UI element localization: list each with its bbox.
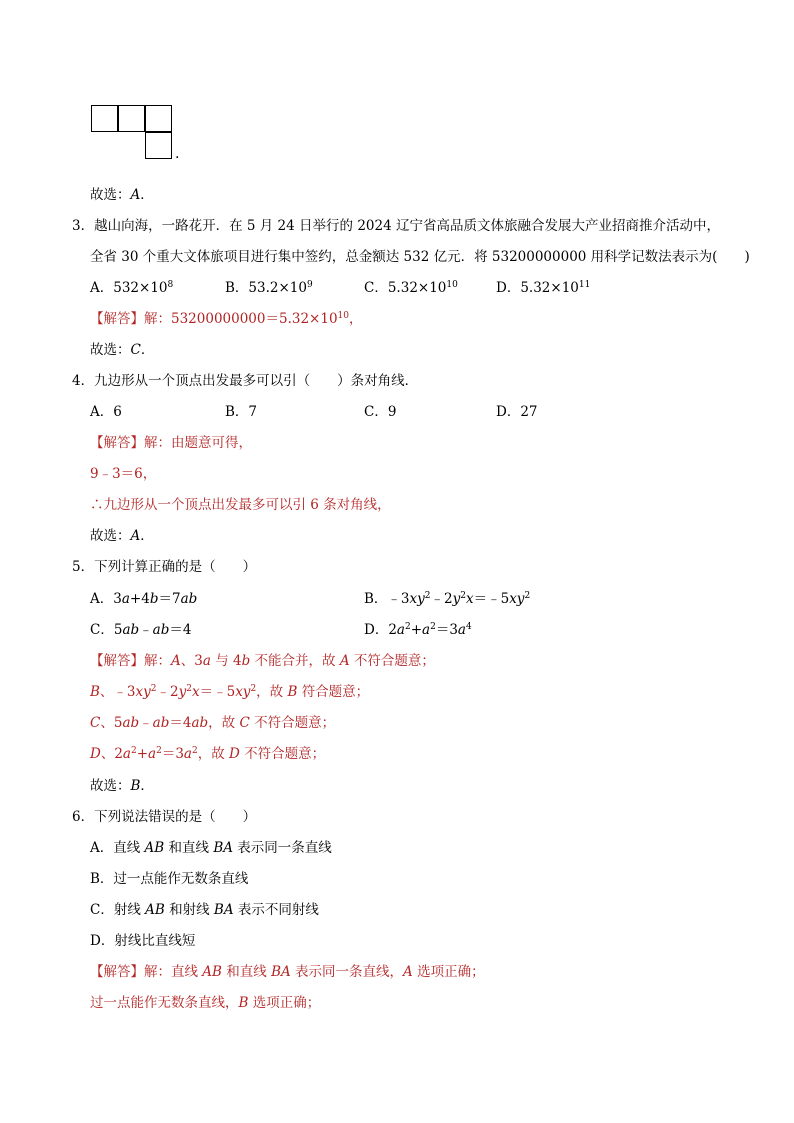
q6-option-a: A．直线 AB 和直线 BA 表示同一条直线	[90, 840, 332, 856]
q5-solution-d: D、$2a^2+a^2=3a^2$，故 D 不符合题意；	[90, 746, 326, 762]
q5-solution-b: B、$﹣3xy^2﹣2y^2x=﹣5xy^2$，故 B 符合题意；	[90, 684, 370, 700]
q5-number: 5．	[72, 559, 95, 575]
q5-stem: 5．下列计算正确的是（ ）	[72, 559, 257, 575]
q6-option-b: B．过一点能作无数条直线	[90, 871, 249, 887]
q4-number: 4．	[72, 373, 95, 389]
q4-solution: 【解答】解：由题意可得，	[90, 435, 252, 451]
q3-option-b: B．$53.2\times 10^9$	[225, 280, 313, 296]
q3-solution: 【解答】解：$53200000000=5.32\times 10^{10}$，	[90, 311, 363, 327]
q6-stem: 6．下列说法错误的是（ ）	[72, 809, 257, 825]
q3-number: 3．	[72, 218, 95, 234]
q5-option-d: D．$2a^2+a^2=3a^4$	[364, 622, 472, 638]
q3-answer: 故选：C．	[90, 342, 155, 358]
q3-option-c: C．$5.32\times 10^{10}$	[364, 280, 458, 296]
q4-option-c: C．9	[364, 404, 397, 420]
q4-option-a: A．6	[90, 404, 122, 420]
q2-answer: 故选：A．	[90, 187, 154, 203]
q5-option-a: A．3a+4b＝7ab	[90, 591, 198, 607]
q4-answer: 故选：A．	[90, 528, 154, 544]
q6-option-d: D．射线比直线短	[90, 933, 196, 949]
figure-period: .	[175, 146, 180, 162]
q5-option-b: B．$﹣3xy^2﹣2y^2x=﹣5xy^2$	[364, 591, 531, 607]
q5-option-c: C．5ab﹣ab＝4	[90, 622, 192, 638]
grid-square	[91, 105, 118, 132]
q4-step1: 9﹣3＝6，	[90, 466, 157, 482]
q3-stem-line2: 全省 30 个重大文体旅项目进行集中签约，总金额达 532 亿元．将 53200000000 用科学记数法表示为( )	[90, 249, 750, 265]
grid-square	[118, 105, 145, 132]
q5-solution-c: C、5ab﹣ab＝4ab，故 C 不符合题意；	[90, 715, 336, 731]
q6-solution-2: 过一点能作无数条直线，B 选项正确；	[90, 995, 321, 1011]
q4-option-b: B．7	[225, 404, 258, 420]
q6-number: 6．	[72, 809, 95, 825]
q6-option-c: C．射线 AB 和射线 BA 表示不同射线	[90, 902, 319, 918]
grid-square	[145, 105, 172, 132]
q5-solution-a: 【解答】解：A、3a 与 4b 不能合并，故 A 不符合题意；	[90, 653, 435, 669]
q3-option-a: A．$532\times 10^8$	[90, 280, 174, 296]
grid-square	[145, 132, 172, 159]
q4-step2: ∴九边形从一个顶点出发最多可以引 6 条对角线，	[90, 497, 391, 513]
q6-solution-1: 【解答】解：直线 AB 和直线 BA 表示同一条直线，A 选项正确；	[90, 964, 485, 980]
q3-stem-line1: 3．越山向海，一路花开．在 5 月 24 日举行的 2024 辽宁省高品质文体旅融合发展大产业招商推介活动中，	[72, 218, 720, 234]
q4-option-d: D．27	[496, 404, 538, 420]
q3-option-d: D．$5.32\times 10^{11}$	[496, 280, 591, 296]
q4-stem: 4．九边形从一个顶点出发最多可以引（ ）条对角线．	[72, 373, 419, 389]
q5-answer: 故选：B．	[90, 778, 154, 794]
